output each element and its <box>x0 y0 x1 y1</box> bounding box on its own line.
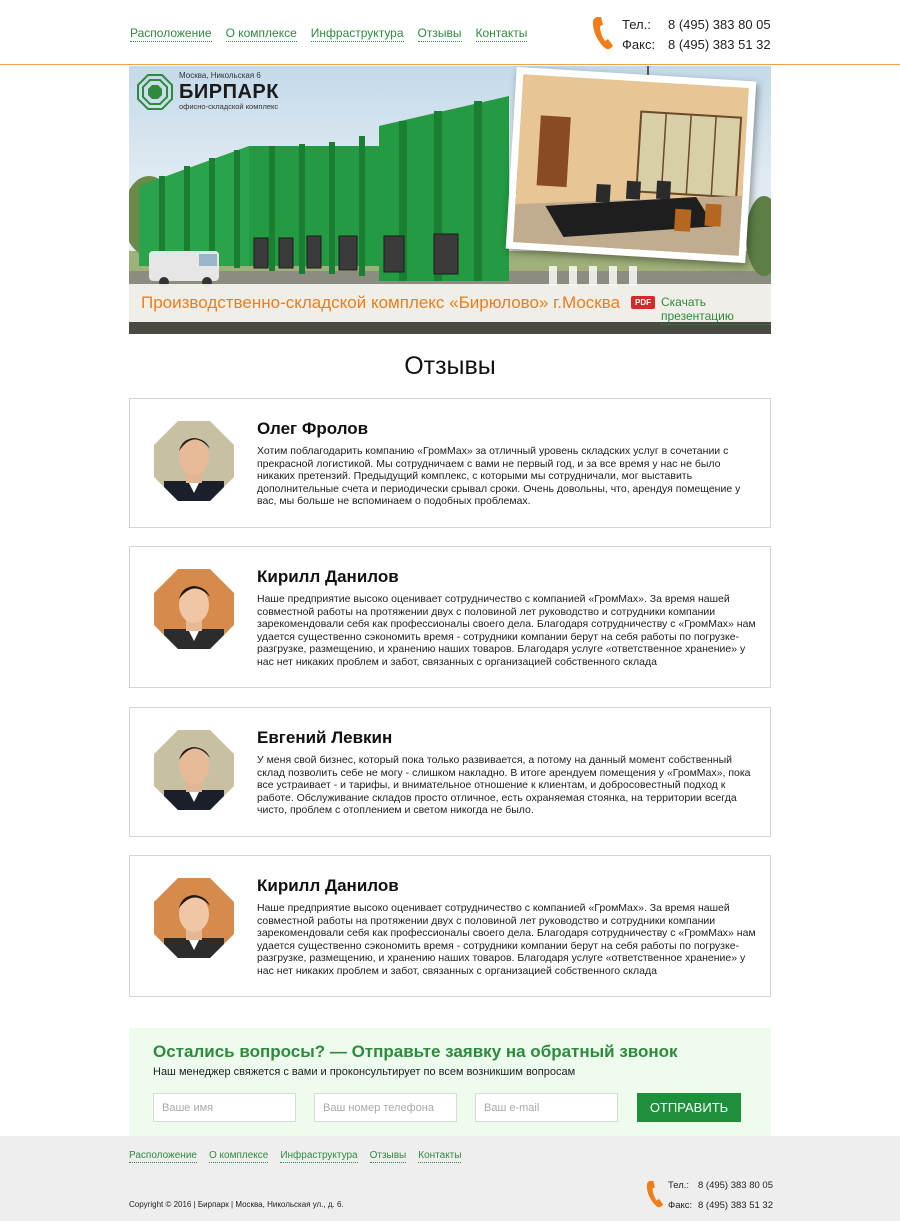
phone-number[interactable]: 8 (495) 383 80 05 <box>668 17 771 32</box>
office-interior-illustration <box>513 74 749 255</box>
pdf-icon: PDF <box>631 296 655 309</box>
callback-subtitle: Наш менеджер свяжется с вами и проконсультирует по всем возникшим вопросам <box>153 1066 576 1078</box>
logo-city: Москва, Никольская 6 <box>179 71 261 80</box>
nav-link-reviews[interactable]: Отзывы <box>417 26 462 40</box>
email-input[interactable] <box>475 1093 618 1122</box>
site-header <box>0 0 900 65</box>
nav-link-location[interactable]: Расположение <box>130 26 212 40</box>
reviewer-name: Кирилл Данилов <box>257 876 399 895</box>
reviewer-name: Евгений Левкин <box>257 728 393 747</box>
phone-label: Тел.: <box>622 17 651 32</box>
banner-caption: Производственно-складской комплекс «Бирюлово» г.Москва <box>141 293 621 312</box>
phone-icon <box>592 16 614 50</box>
logo-brand: БИРПАРК <box>179 80 279 103</box>
avatar <box>154 878 234 958</box>
site-footer <box>0 1136 900 1221</box>
fax-number: 8 (495) 383 51 32 <box>668 37 771 52</box>
footer-link-reviews[interactable]: Отзывы <box>369 1150 407 1161</box>
review-card <box>129 855 771 997</box>
fax-label: Факс: <box>622 37 656 52</box>
review-text: Наше предприятие высоко оценивает сотрудничество с компанией «ГромMax». За время нашей совместной работы на протяжении двух с половиной лет руководство и сотрудники компании зарекомендовали себя как профессионалы своего дела. Благодаря сотрудничеству с «ГромMax» нам удается существенно сэкономить время - сотрудники компании берут на себя работы по погрузке-разгрузке, размещению, и хранению наших товаров. Благодаря услуге «ответственное хранение» у нас нет никаких проблем и забот, связанных с организацией собственного склада <box>257 593 756 668</box>
nav-link-about[interactable]: О комплексе <box>225 26 297 40</box>
footer-nav <box>129 1150 461 1163</box>
nav-link-infrastructure[interactable]: Инфраструктура <box>310 26 404 40</box>
top-nav <box>130 26 527 42</box>
review-card <box>129 398 771 528</box>
avatar <box>154 421 234 501</box>
footer-phone-label: Тел.: <box>668 1180 690 1191</box>
footer-fax-label: Факс: <box>668 1200 693 1211</box>
nav-link-contacts[interactable]: Контакты <box>475 26 528 40</box>
site-logo[interactable] <box>137 72 279 111</box>
avatar <box>154 730 234 810</box>
birpark-logo-icon <box>137 74 173 110</box>
review-text: У меня свой бизнес, который пока только развивается, а потому на данный момент собственный склад позволить себе не могу - слишком накладно. В итоге арендуем помещения у «ГромMax», пока все устраивает - и тарифы, и внимательное отношение к клиентам, и добросовестный подход к работе. Обслуживание складов просто отличное, есть охраняемая стоянка, на территории всегда чисто, проблем с отоплением и светом никогда не было. <box>257 754 751 817</box>
review-text: Хотим поблагодарить компанию «ГромMax» за отличный уровень складских услуг в сочетании с прекрасной логистикой. Мы сотрудничаем с вами не первый год, и за все время у нас не было никаких претензий. Предыдущий комплекс, с которыми мы сотрудничали, мог выставить дополнительные счета и периодически срывал сроки. Очень довольны, что, арендуя помещение у вас, мы больше не вспоминаем о подобных проблемах. <box>257 445 741 508</box>
copyright: Copyright © 2016 | Бирпарк | Москва, Никольская ул., д. 6. <box>129 1200 344 1209</box>
review-text: Наше предприятие высоко оценивает сотрудничество с компанией «ГромMax». За время нашей совместной работы на протяжении двух с половиной лет руководство и сотрудники компании зарекомендовали себя как профессионалы своего дела. Благодаря сотрудничеству с «ГромMax» нам удается существенно сэкономить время - сотрудники компании берут на себя работы по погрузке-разгрузке, размещению, и хранению наших товаров. Благодаря услуге «ответственное хранение» у нас нет никаких проблем и забот, связанных с организацией собственного склада <box>257 902 756 977</box>
reviewer-name: Олег Фролов <box>257 419 369 438</box>
office-photo <box>506 67 757 263</box>
logo-subtitle: офисно-складской комплекс <box>179 101 279 111</box>
review-card <box>129 546 771 688</box>
footer-fax-number: 8 (495) 383 51 32 <box>698 1200 774 1211</box>
page-title: Отзывы <box>404 352 496 380</box>
avatar <box>154 569 234 649</box>
header-contacts <box>622 15 771 55</box>
banner-caption-bar <box>129 284 771 322</box>
review-card <box>129 707 771 837</box>
download-presentation-link[interactable]: Скачать презентацию <box>661 295 771 325</box>
submit-button[interactable]: ОТПРАВИТЬ <box>637 1093 741 1122</box>
reviewer-name: Кирилл Данилов <box>257 567 399 586</box>
phone-icon <box>646 1180 664 1208</box>
footer-link-about[interactable]: О комплексе <box>208 1150 269 1161</box>
phone-input[interactable] <box>314 1093 457 1122</box>
callback-form <box>129 1028 771 1137</box>
footer-phone-number[interactable]: 8 (495) 383 80 05 <box>698 1180 774 1191</box>
footer-contacts <box>668 1176 773 1216</box>
footer-link-contacts[interactable]: Контакты <box>418 1150 462 1161</box>
callback-title: Остались вопросы? — Отправьте заявку на обратный звонок <box>153 1042 678 1061</box>
footer-link-infrastructure[interactable]: Инфраструктура <box>280 1150 358 1161</box>
name-input[interactable] <box>153 1093 296 1122</box>
hero-banner <box>129 66 771 334</box>
footer-link-location[interactable]: Расположение <box>129 1150 197 1161</box>
